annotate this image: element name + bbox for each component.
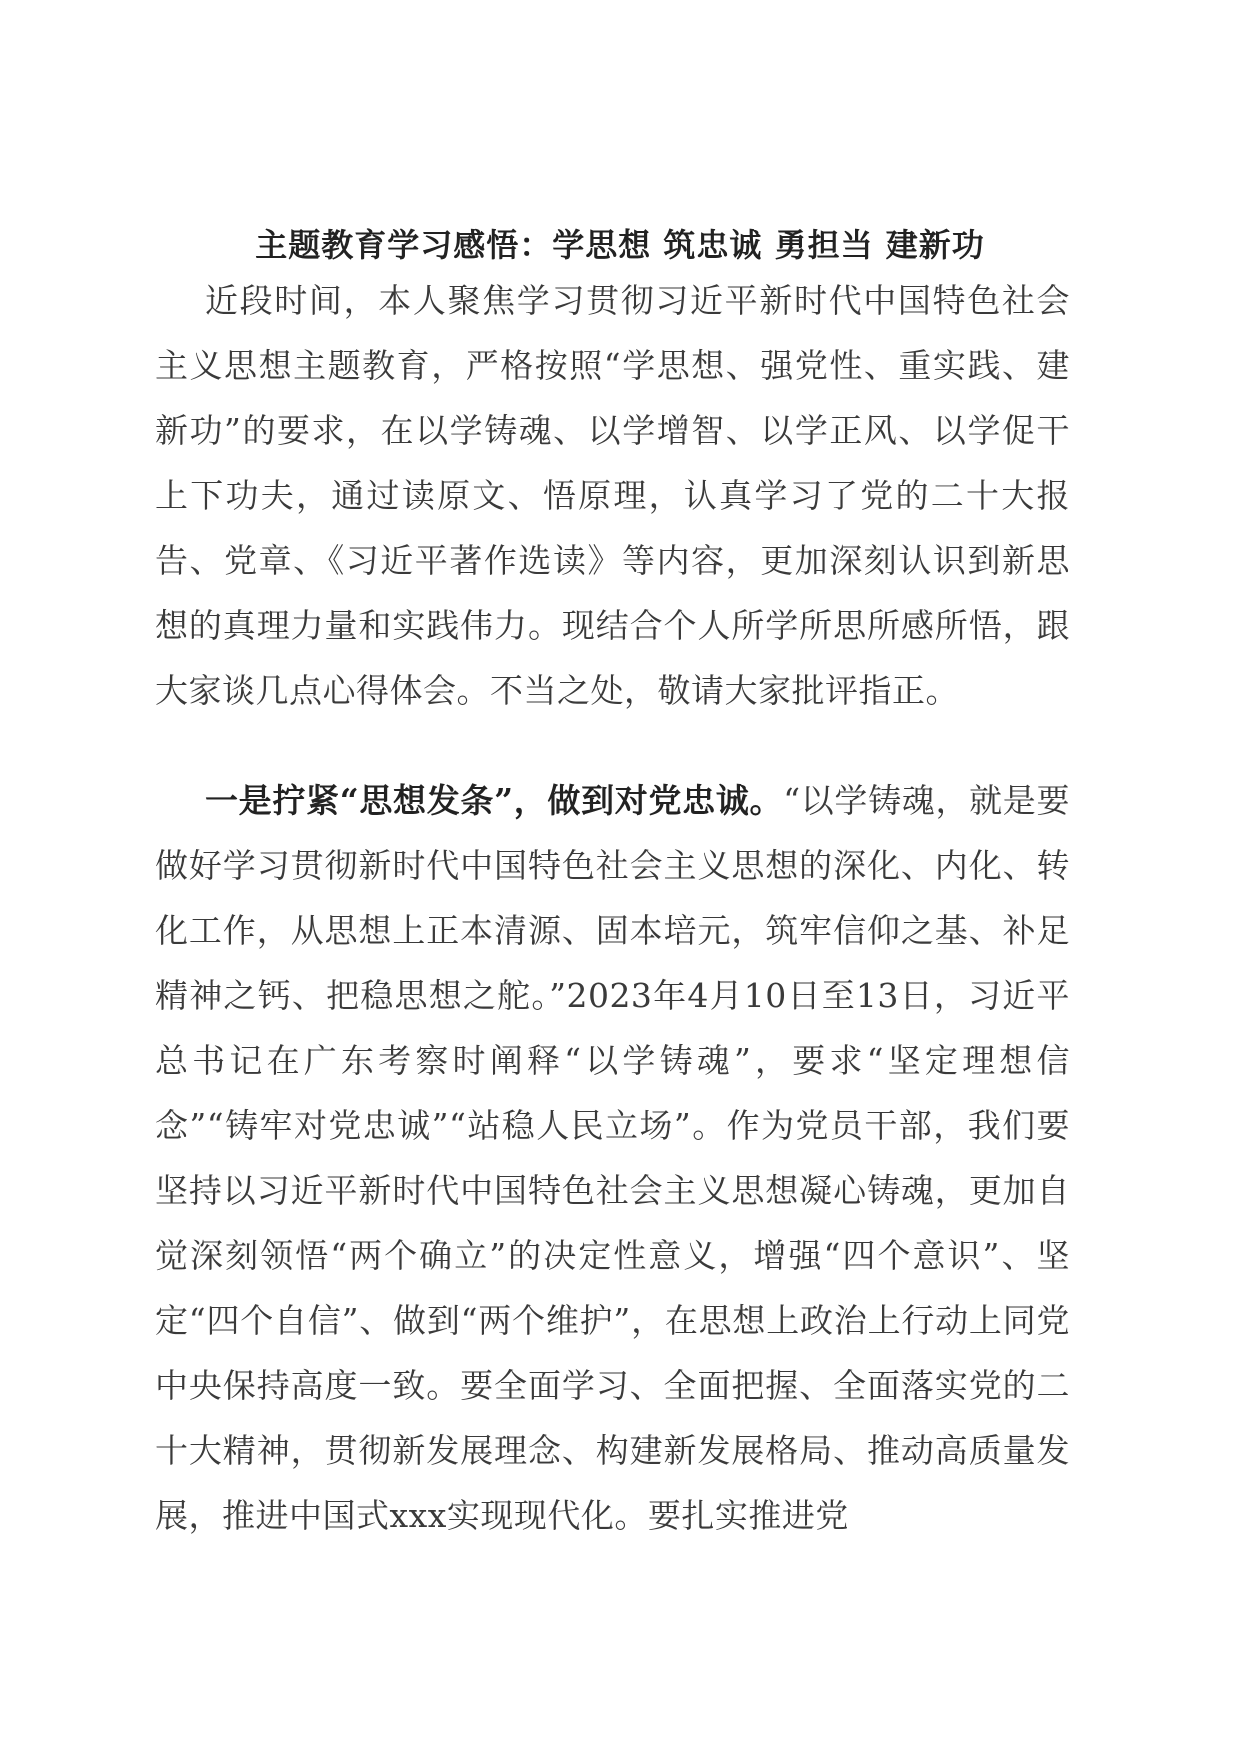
paragraph-intro-text: 近段时间，本人聚焦学习贯彻习近平新时代中国特色社会主义思想主题教育，严格按照“学思想、强党性、重实践、建新功”的要求，在以学铸魂、以学增智、以学正风、以学促干上下功夫，通过读原文、悟原理，认真学习了党的二十大报告、党章、《习近平著作选读》等内容，更加深刻认识到新思想的真理力量和实践伟力。现结合个人所学所思所感所悟，跟大家谈几点心得体会。不当之处，敬请大家批评指正。 xyxy=(155,281,1070,710)
paragraph-intro xyxy=(155,268,1070,738)
paragraph-point-one-text: “以学铸魂，就是要做好学习贯彻新时代中国特色社会主义思想的深化、内化、转化工作，从思想上正本清源、固本培元，筑牢信仰之基、补足精神之钙、把稳思想之舵。”2023年4月10日至13日，习近平总书记在广东考察时阐释“以学铸魂”，要求“坚定理想信念”“铸牢对党忠诚”“站稳人民立场”。作为党员干部，我们要坚持以习近平新时代中国特色社会主义思想凝心铸魂，更加自觉深刻领悟“两个确立”的决定性意义，增强“四个意识”、坚定“四个自信”、做到“两个维护”，在思想上政治上行动上同党中央保持高度一致。要全面学习、全面把握、全面落实党的二十大精神，贯彻新发展理念、构建新发展格局、推动高质量发展，推进中国式xxx实现现代化。要扎实推进党 xyxy=(155,781,1070,1535)
paragraph-point-one-heading: 一是拧紧“思想发条”，做到对党忠诚。 xyxy=(205,781,784,820)
paragraph-point-one xyxy=(155,768,1070,1548)
document-title: 主题教育学习感悟：学思想 筑忠诚 勇担当 建新功 xyxy=(255,226,985,264)
